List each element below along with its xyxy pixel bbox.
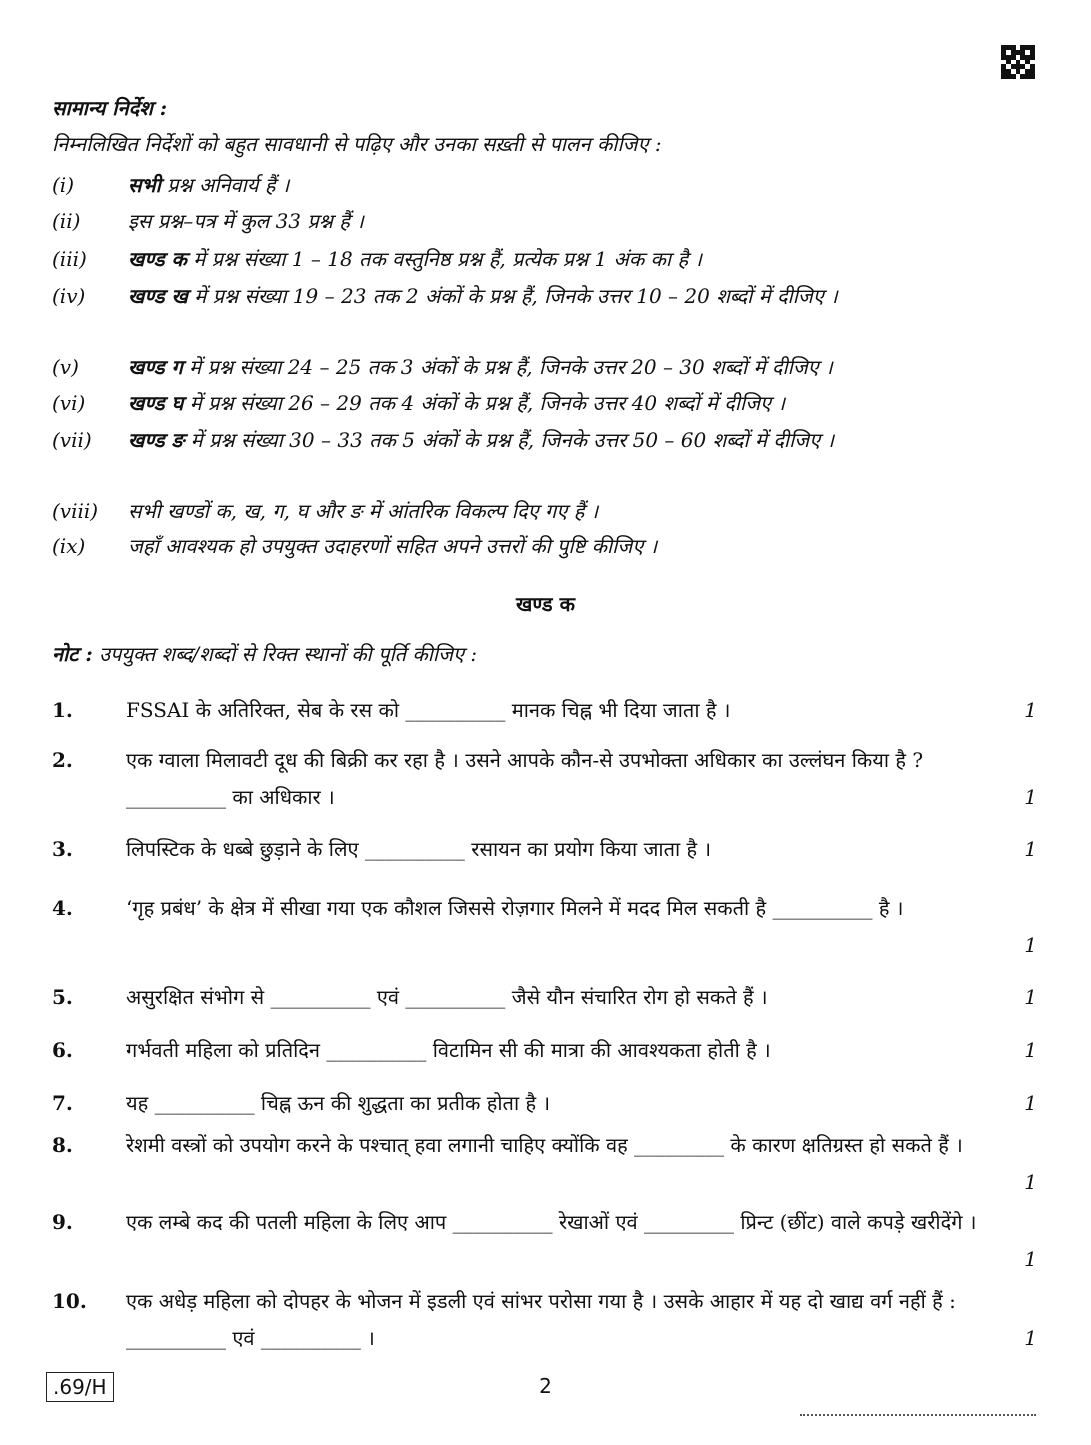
question-text: एक अधेड़ महिला को दोपहर के भोजन में इडली एवं सांभर परोसा गया है । उसके आहार में यह दो खाद्य वर्ग नहीं हैं : __________ एवं __________ । [126,1289,956,1350]
instruction-bold: सभी [128,173,161,197]
instruction-number: (viii) [52,499,99,523]
instruction-number: (v) [52,355,79,379]
instructions-heading: सामान्य निर्देश : [52,96,168,120]
question-marks: 1 [1024,985,1037,1009]
question-marks: 1 [1024,1170,1037,1194]
instructions-intro: निम्नलिखित निर्देशों को बहुत सावधानी से पढ़िए और उनका सख़्ती से पालन कीजिए : [52,132,662,156]
section-note [52,640,477,667]
instruction-bold: खण्ड ग [128,355,183,379]
instruction-number: (vi) [52,391,86,415]
question-text: यह __________ चिह्न ऊन की शुद्धता का प्रतीक होता है । [126,1091,551,1115]
paper-code: .69/H [46,1372,114,1402]
question-text: लिपस्टिक के धब्बे छुड़ाने के लिए __________ रसायन का प्रयोग किया जाता है । [126,837,712,861]
instruction-text: इस प्रश्न–पत्र में कुल 33 प्रश्न हैं । [128,209,364,233]
instruction-text: प्रश्न अनिवार्य हैं । [160,173,290,197]
question-text: FSSAI के अतिरिक्त, सेब के रस को __________ मानक चिह्न भी दिया जाता है । [126,698,731,722]
section-title: खण्ड क [516,592,575,616]
question-number: 9. [52,1210,73,1234]
question-number: 3. [52,837,73,861]
question-marks: 1 [1024,837,1037,861]
question-number: 5. [52,985,73,1009]
question-number: 1. [52,698,73,722]
instruction-bold: खण्ड क [128,247,187,271]
question-text: रेशमी वस्त्रों को उपयोग करने के पश्चात् हवा लगानी चाहिए क्योंकि वह _________ के कारण क्षतिग्रस्त हो सकते हैं । [126,1133,963,1157]
instruction-number: (ix) [52,534,86,558]
question-number: 10. [52,1289,87,1313]
question-marks: 1 [1024,933,1037,957]
instruction-text: में प्रश्न संख्या 26 – 29 तक 4 अंकों के प्रश्न हैं, जिनके उत्तर 40 शब्दों में दीजिए । [183,391,786,415]
instruction-number: (iii) [52,247,87,271]
question-text: असुरक्षित संभोग से __________ एवं __________ जैसे यौन संचारित रोग हो सकते हैं । [126,985,768,1009]
instruction-bold: खण्ड घ [128,391,184,415]
instruction-text: जहाँ आवश्यक हो उपयुक्त उदाहरणों सहित अपने उत्तरों की पुष्टि कीजिए । [128,534,658,558]
instruction-bold: खण्ड ङ [128,428,185,452]
question-number: 7. [52,1091,73,1115]
qr-code-icon [1001,45,1035,79]
question-number: 8. [52,1133,73,1157]
question-marks: 1 [1024,1038,1037,1062]
question-text: एक ग्वाला मिलावटी दूध की बिक्री कर रहा है । उसने आपके कौन-से उपभोक्ता अधिकार का उल्लंघन किया है ? __________ का अधिकार । [126,748,924,809]
note-text: उपयुक्त शब्द/शब्दों से रिक्त स्थानों की पूर्ति कीजिए : [92,642,478,666]
question-number: 4. [52,896,73,920]
question-number: 2. [52,748,73,772]
page-number: 2 [539,1374,552,1398]
instruction-text: में प्रश्न संख्या 19 – 23 तक 2 अंकों के प्रश्न हैं, जिनके उत्तर 10 – 20 शब्दों में दीजिए । [187,284,838,308]
instruction-text: में प्रश्न संख्या 1 – 18 तक वस्तुनिष्ठ प्रश्न हैं, प्रत्येक प्रश्न 1 अंक का है । [186,247,703,271]
question-text: गर्भवती महिला को प्रतिदिन __________ विटामिन सी की मात्रा की आवश्यकता होती है । [126,1038,771,1062]
footer-divider [800,1414,1036,1416]
note-label: नोट : [52,642,93,666]
instruction-text: में प्रश्न संख्या 24 – 25 तक 3 अंकों के प्रश्न हैं, जिनके उत्तर 20 – 30 शब्दों में दीजिए । [182,355,833,379]
question-text: ‘गृह प्रबंध’ के क्षेत्र में सीखा गया एक कौशल जिससे रोज़गार मिलने में मदद मिल सकती है __________ है । [126,896,904,920]
question-marks: 1 [1024,1091,1037,1115]
instruction-text: में प्रश्न संख्या 30 – 33 तक 5 अंकों के प्रश्न हैं, जिनके उत्तर 50 – 60 शब्दों में दीजिए । [184,428,835,452]
question-marks: 1 [1024,1326,1037,1350]
question-number: 6. [52,1038,73,1062]
question-marks: 1 [1024,1247,1037,1271]
instruction-number: (iv) [52,284,86,308]
instruction-bold: खण्ड ख [128,284,188,308]
question-text: एक लम्बे कद की पतली महिला के लिए आप __________ रेखाओं एवं _________ प्रिन्ट (छींट) वाले कपड़े खरीदेंगे । [126,1210,977,1234]
instruction-number: (vii) [52,428,92,452]
instruction-number: (ii) [52,209,81,233]
question-marks: 1 [1024,785,1037,809]
instruction-number: (i) [52,173,75,197]
question-marks: 1 [1024,698,1037,722]
instruction-text: सभी खण्डों क, ख, ग, घ और ङ में आंतरिक विकल्प दिए गए हैं । [128,499,599,523]
